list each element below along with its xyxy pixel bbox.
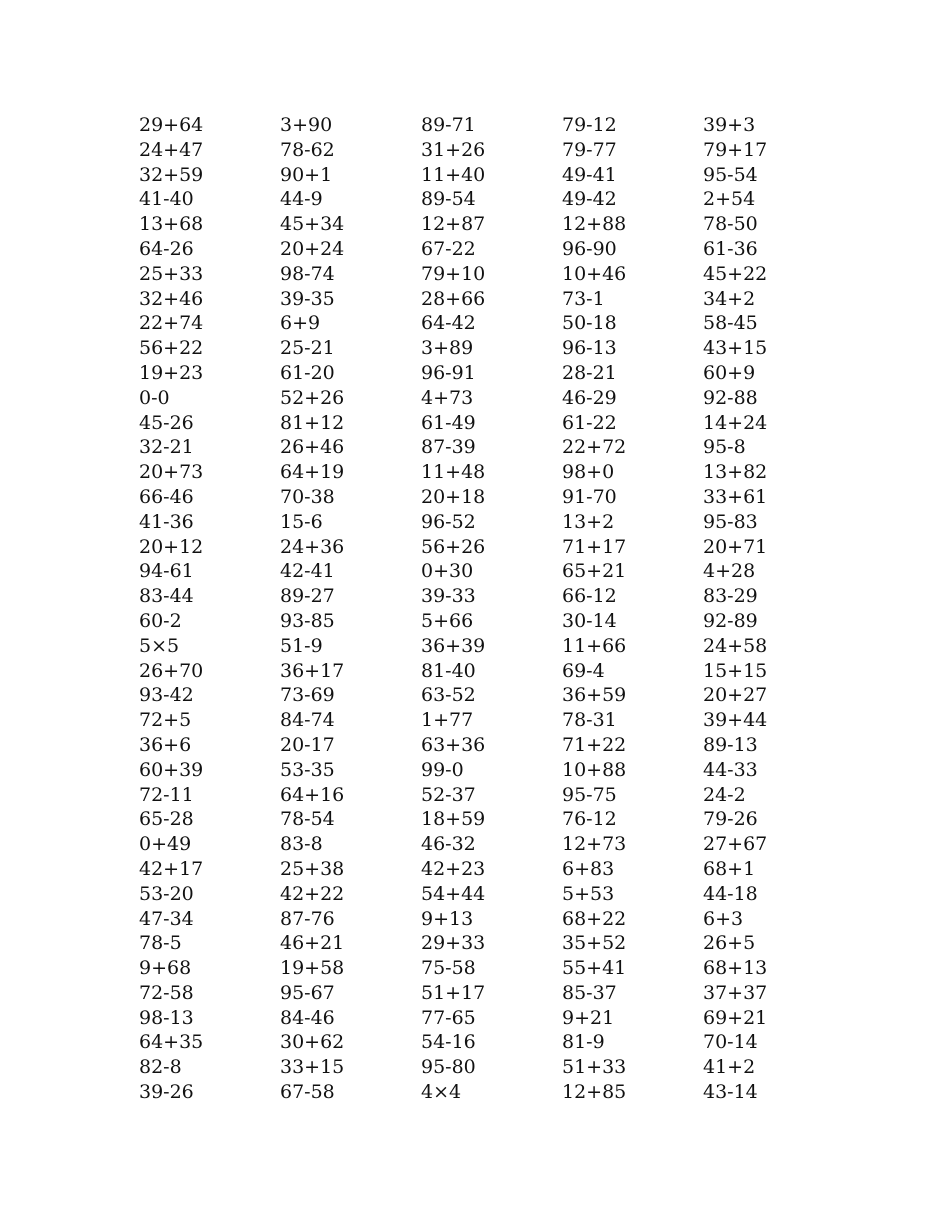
problem-cell: 33+61 bbox=[703, 485, 768, 508]
problem-cell: 22+72 bbox=[562, 436, 627, 459]
problem-cell: 11+66 bbox=[562, 634, 627, 657]
problem-cell: 49-41 bbox=[562, 163, 617, 186]
arithmetic-worksheet bbox=[139, 113, 839, 1105]
problem-cell: 51-9 bbox=[280, 634, 323, 657]
problem-cell: 66-12 bbox=[562, 585, 617, 608]
problem-cell: 64+35 bbox=[139, 1031, 204, 1054]
problem-cell: 67-22 bbox=[421, 237, 476, 260]
problem-cell: 52-37 bbox=[421, 783, 476, 806]
problem-cell: 41-36 bbox=[139, 510, 194, 533]
problem-cell: 78-62 bbox=[280, 138, 335, 161]
problem-cell: 34+2 bbox=[703, 287, 756, 310]
problem-cell: 94-61 bbox=[139, 560, 194, 583]
problem-cell: 92-89 bbox=[703, 609, 758, 632]
problem-cell: 95-67 bbox=[280, 981, 335, 1004]
problem-cell: 78-31 bbox=[562, 709, 617, 732]
problem-cell: 20+18 bbox=[421, 485, 486, 508]
problem-cell: 22+74 bbox=[139, 312, 204, 335]
problem-cell: 55+41 bbox=[562, 957, 627, 980]
problem-cell: 4×4 bbox=[421, 1081, 462, 1104]
problem-cell: 95-83 bbox=[703, 510, 758, 533]
problem-cell: 77-65 bbox=[421, 1006, 476, 1029]
problem-cell: 58-45 bbox=[703, 312, 758, 335]
problem-cell: 71+22 bbox=[562, 733, 627, 756]
problem-cell: 3+89 bbox=[421, 337, 474, 360]
problem-cell: 93-85 bbox=[280, 609, 335, 632]
problem-cell: 84-46 bbox=[280, 1006, 335, 1029]
problem-cell: 96-52 bbox=[421, 510, 476, 533]
problem-cell: 20+71 bbox=[703, 535, 768, 558]
problem-cell: 85-37 bbox=[562, 981, 617, 1004]
problem-cell: 65-28 bbox=[139, 808, 194, 831]
problem-cell: 79+17 bbox=[703, 138, 768, 161]
problem-cell: 10+88 bbox=[562, 758, 627, 781]
problem-cell: 1+77 bbox=[421, 709, 474, 732]
problem-cell: 30+62 bbox=[280, 1031, 345, 1054]
problem-cell: 20+24 bbox=[280, 237, 345, 260]
problem-cell: 28-21 bbox=[562, 361, 617, 384]
problem-cell: 50-18 bbox=[562, 312, 617, 335]
problem-cell: 79-26 bbox=[703, 808, 758, 831]
problem-cell: 46-32 bbox=[421, 833, 476, 856]
problem-cell: 20+27 bbox=[703, 684, 768, 707]
problem-cell: 98+0 bbox=[562, 461, 615, 484]
problem-cell: 99-0 bbox=[421, 758, 464, 781]
problem-cell: 69+21 bbox=[703, 1006, 768, 1029]
problem-cell: 25+33 bbox=[139, 262, 204, 285]
problem-cell: 81-9 bbox=[562, 1031, 605, 1054]
problem-cell: 9+68 bbox=[139, 957, 192, 980]
problem-cell: 4+28 bbox=[703, 560, 756, 583]
problem-cell: 95-54 bbox=[703, 163, 758, 186]
problem-cell: 67-58 bbox=[280, 1081, 335, 1104]
problem-cell: 5×5 bbox=[139, 634, 180, 657]
problem-cell: 45+34 bbox=[280, 213, 345, 236]
problem-cell: 39+44 bbox=[703, 709, 768, 732]
problem-cell: 47-34 bbox=[139, 907, 194, 930]
problem-cell: 70-14 bbox=[703, 1031, 758, 1054]
problem-cell: 36+17 bbox=[280, 659, 345, 682]
problem-cell: 90+1 bbox=[280, 163, 333, 186]
problem-cell: 60+9 bbox=[703, 361, 756, 384]
problem-cell: 73-1 bbox=[562, 287, 605, 310]
problem-cell: 65+21 bbox=[562, 560, 627, 583]
problem-cell: 54-16 bbox=[421, 1031, 476, 1054]
problem-cell: 78-50 bbox=[703, 213, 758, 236]
problem-cell: 60+39 bbox=[139, 758, 204, 781]
problem-cell: 78-54 bbox=[280, 808, 335, 831]
problem-cell: 45-26 bbox=[139, 411, 194, 434]
problem-cell: 24+47 bbox=[139, 138, 204, 161]
problem-cell: 0+30 bbox=[421, 560, 474, 583]
problem-cell: 72-58 bbox=[139, 981, 194, 1004]
problem-cell: 12+85 bbox=[562, 1081, 627, 1104]
problem-cell: 14+24 bbox=[703, 411, 768, 434]
problem-cell: 27+67 bbox=[703, 833, 768, 856]
problem-cell: 18+59 bbox=[421, 808, 486, 831]
problem-cell: 87-76 bbox=[280, 907, 335, 930]
problem-cell: 26+70 bbox=[139, 659, 204, 682]
problem-cell: 81-40 bbox=[421, 659, 476, 682]
problem-cell: 26+46 bbox=[280, 436, 345, 459]
problem-cell: 15-6 bbox=[280, 510, 323, 533]
problem-cell: 19+23 bbox=[139, 361, 204, 384]
problem-cell: 28+66 bbox=[421, 287, 486, 310]
problem-cell: 83-44 bbox=[139, 585, 194, 608]
problem-cell: 61-20 bbox=[280, 361, 335, 384]
problem-cell: 49-42 bbox=[562, 188, 617, 211]
problem-cell: 64+19 bbox=[280, 461, 345, 484]
problem-cell: 91-70 bbox=[562, 485, 617, 508]
problem-cell: 54+44 bbox=[421, 882, 486, 905]
problem-cell: 43+15 bbox=[703, 337, 768, 360]
problem-cell: 36+59 bbox=[562, 684, 627, 707]
problem-cell: 46-29 bbox=[562, 386, 617, 409]
problem-cell: 64-26 bbox=[139, 237, 194, 260]
problem-cell: 64+16 bbox=[280, 783, 345, 806]
problem-cell: 24-2 bbox=[703, 783, 746, 806]
problem-cell: 61-36 bbox=[703, 237, 758, 260]
problem-cell: 42+22 bbox=[280, 882, 345, 905]
problem-cell: 20-17 bbox=[280, 733, 335, 756]
problem-cell: 72+5 bbox=[139, 709, 192, 732]
problem-cell: 13+82 bbox=[703, 461, 768, 484]
problem-cell: 44-18 bbox=[703, 882, 758, 905]
problem-cell: 0-0 bbox=[139, 386, 170, 409]
problem-cell: 32+59 bbox=[139, 163, 204, 186]
problem-cell: 44-9 bbox=[280, 188, 323, 211]
problem-cell: 39-33 bbox=[421, 585, 476, 608]
problem-cell: 10+46 bbox=[562, 262, 627, 285]
problem-cell: 30-14 bbox=[562, 609, 617, 632]
problem-cell: 11+48 bbox=[421, 461, 486, 484]
problem-cell: 29+64 bbox=[139, 114, 204, 136]
problem-cell: 33+15 bbox=[280, 1056, 345, 1079]
problem-cell: 44-33 bbox=[703, 758, 758, 781]
problem-cell: 20+12 bbox=[139, 535, 204, 558]
problem-cell: 32+46 bbox=[139, 287, 204, 310]
problem-cell: 36+39 bbox=[421, 634, 486, 657]
problem-cell: 84-74 bbox=[280, 709, 335, 732]
problem-cell: 42+23 bbox=[421, 857, 486, 880]
problem-cell: 39-35 bbox=[280, 287, 335, 310]
problem-cell: 4+73 bbox=[421, 386, 474, 409]
problem-cell: 56+26 bbox=[421, 535, 486, 558]
problem-cell: 79+10 bbox=[421, 262, 486, 285]
problem-cell: 6+9 bbox=[280, 312, 321, 335]
problem-cell: 37+37 bbox=[703, 981, 768, 1004]
problem-cell: 52+26 bbox=[280, 386, 345, 409]
problem-cell: 83-29 bbox=[703, 585, 758, 608]
problem-cell: 92-88 bbox=[703, 386, 758, 409]
problem-cell: 96-91 bbox=[421, 361, 476, 384]
problem-cell: 68+22 bbox=[562, 907, 627, 930]
problem-cell: 89-54 bbox=[421, 188, 476, 211]
problem-cell: 96-13 bbox=[562, 337, 617, 360]
problem-cell: 9+21 bbox=[562, 1006, 615, 1029]
problem-cell: 53-35 bbox=[280, 758, 335, 781]
problem-cell: 78-5 bbox=[139, 932, 182, 955]
problem-cell: 82-8 bbox=[139, 1056, 182, 1079]
problem-cell: 51+17 bbox=[421, 981, 486, 1004]
problem-cell: 96-90 bbox=[562, 237, 617, 260]
problem-cell: 42+17 bbox=[139, 857, 204, 880]
problem-cell: 39+3 bbox=[703, 114, 756, 136]
problem-cell: 95-80 bbox=[421, 1056, 476, 1079]
problem-cell: 13+68 bbox=[139, 213, 204, 236]
problem-cell: 68+1 bbox=[703, 857, 756, 880]
problem-cell: 41+2 bbox=[703, 1056, 756, 1079]
problem-cell: 6+3 bbox=[703, 907, 744, 930]
problem-cell: 72-11 bbox=[139, 783, 194, 806]
problem-cell: 11+40 bbox=[421, 163, 486, 186]
problem-cell: 89-13 bbox=[703, 733, 758, 756]
problem-cell: 39-26 bbox=[139, 1081, 194, 1104]
problem-cell: 79-12 bbox=[562, 114, 617, 136]
problem-cell: 35+52 bbox=[562, 932, 627, 955]
problem-cell: 87-39 bbox=[421, 436, 476, 459]
problem-cell: 69-4 bbox=[562, 659, 605, 682]
problem-cell: 89-27 bbox=[280, 585, 335, 608]
problem-cell: 76-12 bbox=[562, 808, 617, 831]
problem-cell: 71+17 bbox=[562, 535, 627, 558]
problem-cell: 42-41 bbox=[280, 560, 335, 583]
problem-cell: 12+87 bbox=[421, 213, 486, 236]
problem-cell: 25+38 bbox=[280, 857, 345, 880]
problem-cell: 66-46 bbox=[139, 485, 194, 508]
problem-cell: 98-13 bbox=[139, 1006, 194, 1029]
problem-cell: 6+83 bbox=[562, 857, 615, 880]
problem-cell: 61-49 bbox=[421, 411, 476, 434]
problem-cell: 73-69 bbox=[280, 684, 335, 707]
problem-cell: 53-20 bbox=[139, 882, 194, 905]
problem-cell: 3+90 bbox=[280, 114, 333, 136]
problem-cell: 29+33 bbox=[421, 932, 486, 955]
problem-cell: 95-8 bbox=[703, 436, 746, 459]
problem-cell: 15+15 bbox=[703, 659, 768, 682]
problem-cell: 12+73 bbox=[562, 833, 627, 856]
problem-cell: 61-22 bbox=[562, 411, 617, 434]
problem-cell: 24+58 bbox=[703, 634, 768, 657]
problem-cell: 26+5 bbox=[703, 932, 756, 955]
problem-cell: 98-74 bbox=[280, 262, 335, 285]
problem-cell: 20+73 bbox=[139, 461, 204, 484]
problem-cell: 64-42 bbox=[421, 312, 476, 335]
problem-cell: 93-42 bbox=[139, 684, 194, 707]
problem-cell: 0+49 bbox=[139, 833, 192, 856]
problem-cell: 25-21 bbox=[280, 337, 335, 360]
problem-cell: 24+36 bbox=[280, 535, 345, 558]
problem-cell: 5+53 bbox=[562, 882, 615, 905]
problem-cell: 95-75 bbox=[562, 783, 617, 806]
problem-cell: 31+26 bbox=[421, 138, 486, 161]
problem-cell: 5+66 bbox=[421, 609, 474, 632]
problem-cell: 51+33 bbox=[562, 1056, 627, 1079]
problem-cell: 75-58 bbox=[421, 957, 476, 980]
problem-cell: 63-52 bbox=[421, 684, 476, 707]
problem-cell: 70-38 bbox=[280, 485, 335, 508]
problem-cell: 13+2 bbox=[562, 510, 615, 533]
problem-cell: 9+13 bbox=[421, 907, 474, 930]
problem-cell: 12+88 bbox=[562, 213, 627, 236]
problem-cell: 45+22 bbox=[703, 262, 768, 285]
problem-cell: 43-14 bbox=[703, 1081, 758, 1104]
problem-cell: 32-21 bbox=[139, 436, 194, 459]
problem-cell: 60-2 bbox=[139, 609, 182, 632]
problem-cell: 56+22 bbox=[139, 337, 204, 360]
problem-cell: 68+13 bbox=[703, 957, 768, 980]
problem-cell: 83-8 bbox=[280, 833, 323, 856]
problem-cell: 36+6 bbox=[139, 733, 192, 756]
problem-cell: 81+12 bbox=[280, 411, 345, 434]
problem-cell: 79-77 bbox=[562, 138, 617, 161]
problem-cell: 41-40 bbox=[139, 188, 194, 211]
problem-cell: 89-71 bbox=[421, 114, 476, 136]
problem-cell: 46+21 bbox=[280, 932, 345, 955]
problem-cell: 63+36 bbox=[421, 733, 486, 756]
problem-cell: 19+58 bbox=[280, 957, 345, 980]
problem-cell: 2+54 bbox=[703, 188, 756, 211]
